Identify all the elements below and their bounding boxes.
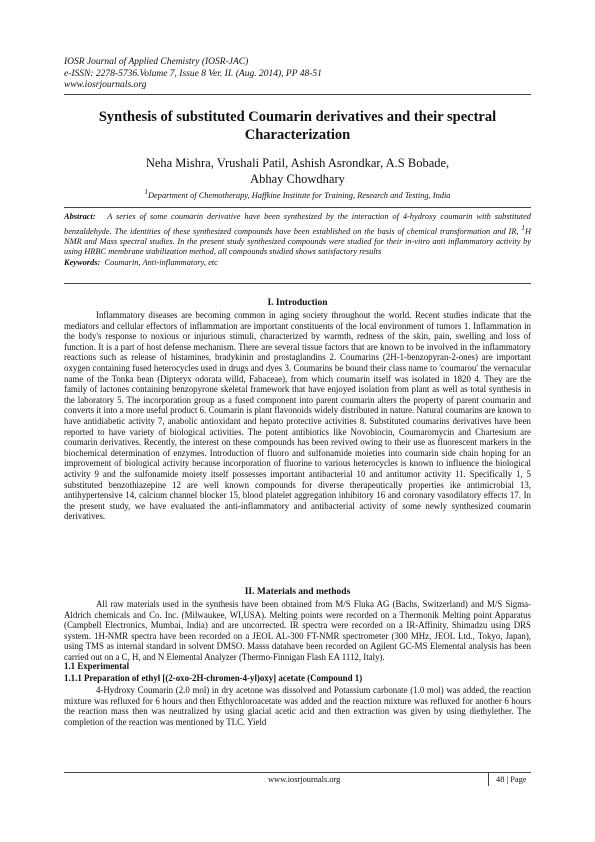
journal-url[interactable]: www.iosrjournals.org xyxy=(64,80,147,91)
journal-header xyxy=(64,57,322,92)
methods-heading: II. Materials and methods xyxy=(244,587,351,597)
abstract xyxy=(64,212,531,268)
authors-line-2: Abhay Chowdhary xyxy=(250,171,345,186)
paper-title xyxy=(64,108,531,144)
abstract-sup: 1 xyxy=(521,223,525,232)
title-line-1: Synthesis of substituted Coumarin derivatives and their spectral xyxy=(98,109,497,125)
preparation-paragraph: 4-Hydroxy Coumarin (2.0 mol) in dry acetone was dissolved and Potassium carbonate (1.0 mol) was added, the reaction mixture was refluxed for 6 hours and then Ethychloroacetate was added and the reaction mixture was refluxed for another 6 hours the reaction mass then was neutralized by using glacial acetic acid and then extraction was given by using diethylether. The completion of the reaction was mentioned by TLC. Yield xyxy=(64,685,531,727)
author-list xyxy=(64,156,531,187)
preparation-heading: 1.1.1 Preparation of ethyl [(2-oxo-2H-chromen-4-yl)oxy] acetate (Compound 1) xyxy=(64,673,363,683)
authors-line-1: Neha Mishra, Vrushali Patil, Ashish Asrondkar, A.S Bobade, xyxy=(145,156,450,170)
abstract-text-a: A series of some coumarin derivative have been synthesized by the interaction of 4-hydroxy coumarin with substituted benzaldehyde. The identities of these synthesized compounds have been established on the basis of chemical transformation and IR, xyxy=(64,212,531,236)
keywords-label: Keywords: xyxy=(64,257,101,267)
journal-name: IOSR Journal of Applied Chemistry (IOSR-JAC) xyxy=(64,57,249,67)
title-line-2: Characterization xyxy=(244,127,351,143)
journal-issn: e-ISSN: 2278-5736.Volume 7, Issue 8 Ver. II. (Aug. 2014), PP 48-51 xyxy=(64,68,322,79)
affiliation xyxy=(64,188,531,200)
abstract-label: Abstract: xyxy=(64,212,96,221)
abstract-rule-top xyxy=(64,207,531,208)
affiliation-marker: 1 xyxy=(144,188,148,196)
experimental-heading: 1.1 Experimental xyxy=(64,661,130,671)
footer-url[interactable]: www.iosrjournals.org xyxy=(268,775,341,784)
header-rule xyxy=(64,94,531,95)
abstract-rule-bottom xyxy=(64,283,531,284)
footer-rule xyxy=(64,772,531,773)
keywords: Coumarin, Anti-inflammatory, etc xyxy=(104,257,218,267)
introduction-paragraph: Inflammatory diseases are becoming common in aging society throughout the world. Recent studies indicate that the mediators and cellular effectors of inflammation are important constituents of the local environment of tumors 1. Inflammation in the body's response to noxious or injurious stimuli, characterized by warmth, redness of the skin, pain, swelling and loss of function. It is a part of host defense mechanism. There are several tissue factors that are known to be involved in the inflammatory reactions such as release of histamines, bradykinin and prostaglandins 2. Coumarins (2H-1-benzopyran-2-ones) are important oxygen containing fused heterocycles used in drugs and dyes 3. Coumarins be bound their class name to 'coumarou' the vernacular name of the Tonka bean (Dipteryx odorata willd, Fabaceae), from which coumarin itself was isolated in 1820 4. They are the family of lactones containing benzopyrone skeletal framework that have enjoyed isolation from plant as well as total synthesis in the laboratory 5. The incorporation group as a fused component into parent coumarin alters the property of parent coumarin and converts it into a more useful product 6. Coumarin is plant flavonoids widely distributed in nature. Natural coumarins are known to have antidiabetic activity 7, anabolic antioxidant and hepato protective activities 8. Substituted coumarins derivatives have been reported to have variety of biological activities. The potent antibiotics like Novobiocin, Coumaromycin and Chartesium are coumarin derivatives. Recently, the interest on these compounds has been revived owing to their use as fluorescent markers in the biochemical determination of enzymes. Introduction of fluoro and sulfonamide moieties into coumarin side chain hoping for an improvement of biological activity because incorporation of fluorine to various heterocycles is known to influence the biological activity 9 and the sulfonamide moiety itself possesses important antibacterial 10 and antitumor activity 11. Specifically 1, 5 substituted benzothiazepine 12 are well known compounds for diverse therapeutically properties ike antimicrobial 13, antihypertensive 14, calcium channel blocker 15, blood platelet aggregation inhibitory 16 and coronary vasodilatory effects 17. In the present study, we have evaluated the anti-inflammatory and antibacterial activity of some newly synthesized coumarin derivatives. xyxy=(64,310,531,522)
footer-separator xyxy=(488,772,489,786)
page-number: 48 | Page xyxy=(496,775,527,784)
introduction-heading: I. Introduction xyxy=(267,298,328,308)
methods-paragraph: All raw materials used in the synthesis have been obtained from M/S Fluka AG (Bachs, Switzerland) and M/S Sigma-Aldrich chemicals and Co. Inc. (Milwaukee, WI,USA). Melting points were recorded on a Thermonik Melting point Apparatus (Campbell Electronics, Mumbai, India) and are uncorrected. IR spectra were recorded on a IR-Affinity, Shimadzu using DRS system. 1H-NMR spectra have been recorded on a JEOL AL-300 FT-NMR spectrometer (300 MHz, JEOL Ltd., Tokyo, Japan), using TMS as internal standard in solvent DMSO. Masss datahave been recorded on Agilent GC-MS Elemental analysis has been carried out on a C, H, and N Elemental Analyzer (Thermo-Finnigan Flash EA 1112, Italy). xyxy=(64,599,531,662)
affiliation-text: Department of Chemotherapy, Haffkine Institute for Training, Research and Testing, India xyxy=(148,190,451,200)
abstract-text-b: H NMR and Mass spectral studies. In the present study synthesized compounds were studied for their in-vitro anti inflammatory activity by using HRBC membrane stabilization method, all compounds studied shows satisfactory results xyxy=(64,226,532,257)
